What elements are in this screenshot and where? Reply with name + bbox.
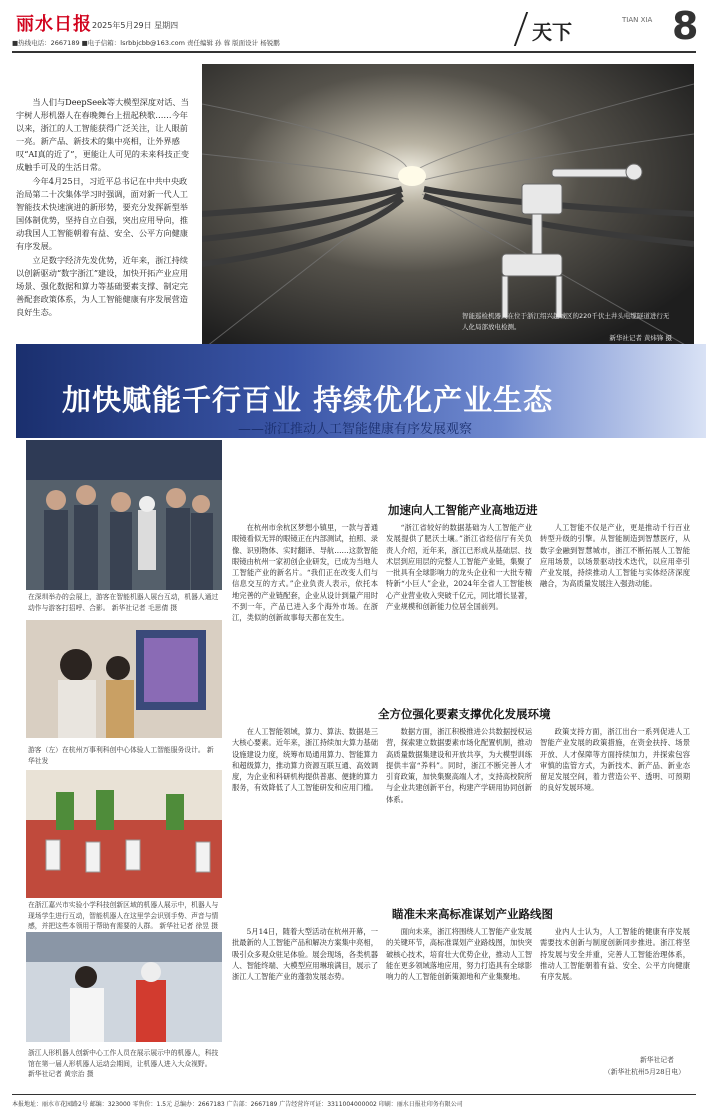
- article-paragraph: 人工智能不仅是产业，更是推动千行百业转型升级的引擎。从智能制造到智慧医疗，从数字金融到智慧城市，浙江不断拓展人工智能应用场景，以场景驱动技术迭代，以应用牵引产业发展，持续推动人工智能与实体经济深度融合，为高质量发展注入强劲动能。: [540, 523, 690, 589]
- school-robot-photo: [26, 770, 222, 898]
- caption-text: 在深圳举办的会展上，游客在智能机器人展台互动，机器人通过动作与游客打招呼、合影。: [28, 593, 219, 612]
- caption-text: 浙江人形机器人创新中心工作人员在展示展示中的机器人，科技馆在第一届人形机器人运动会期间，让机器人进入大众视野。: [28, 1049, 219, 1068]
- editorial-paragraph: 当人们与DeepSeek等大模型深度对话、当宇树人形机器人在春晚舞台上扭起秧歌……今年以来，浙江的人工智能获得广泛关注，让人眼前一亮。新产品、新技术的集中亮相，让外界感叹“AI真的近了”，更能让人可见的未来科技正变成触手可及的生活日常。: [16, 97, 190, 172]
- photo-caption-4: [28, 1048, 220, 1080]
- article-column: [232, 726, 378, 896]
- masthead: [12, 4, 702, 48]
- newspaper-logo: 丽水日报: [16, 14, 92, 35]
- exhibition-image: [26, 440, 222, 590]
- photo-credit: 新华社记者 毛思倩 摄: [111, 603, 178, 612]
- caption-text: 在浙江嘉兴市实验小学科技创新区域的机器人展示中，机器人与现场学生进行互动，智能机器人在这里学会识别手势、声音与情感，并把这些本领用于帮助有需要的人群。: [28, 901, 219, 930]
- article-column: [386, 726, 532, 896]
- article-paragraph: 在人工智能领域，算力、算法、数据是三大核心要素。近年来，浙江持续加大算力基础设施建设力度，统筹布局通用算力、智能算力和超级算力，推动算力资源互联互通、高效调度，为企业和科研机构提供普惠、便捷的算力服务，有效降低了人工智能研发和应用门槛。: [232, 727, 378, 793]
- design-experience-image: [26, 620, 222, 738]
- page-number: 8: [672, 4, 699, 48]
- article-paragraph: 5月14日，随着大型活动在杭州开幕，一批最新的人工智能产品和解决方案集中亮相，吸引众多观众驻足体验。展会现场，各类机器人、智能终端、大模型应用琳琅满目，展示了浙江人工智能产业的蓬勃发展态势。: [232, 927, 378, 982]
- section-heading: 瞄准未来高标准谋划产业路线图: [392, 907, 553, 921]
- sub-headline: ——浙江推动人工智能健康有序发展观察: [238, 422, 473, 437]
- editorial-intro: [16, 96, 192, 320]
- article-column: [540, 522, 690, 694]
- article-column: [232, 926, 378, 1086]
- headline-banner: [16, 344, 706, 438]
- section-name: 天下: [532, 20, 572, 44]
- humanoid-center-image: [26, 932, 222, 1042]
- dateline: （新华社杭州5月28日电）: [604, 1068, 685, 1076]
- photo-caption-1: [28, 592, 220, 613]
- article-column: [540, 926, 690, 1050]
- footer-info: 本报地址：丽水市花园路2号 邮编：323000 零售价：1.5元 总编办：2667183 广告部：2667189 广告经营许可证：3311004000002 印刷：丽水日报社印务有限公司: [12, 1101, 463, 1108]
- article-paragraph: 政策支持方面，浙江出台一系列促进人工智能产业发展的政策措施，在资金扶持、场景开放、人才保障等方面持续加力，并探索包容审慎的监管方式，为新技术、新产品、新业态留足发展空间，着力营造公平、透明、可预期的良好发展环境。: [540, 727, 690, 793]
- article-column: [540, 726, 690, 896]
- photo-credit: 新华社记者 黄炜锋 摄: [609, 334, 672, 342]
- photo-credit: 新华社发: [28, 746, 214, 765]
- photo-credit: 新华社记者 黄宗治 摄: [28, 1070, 94, 1078]
- author-signature: 新华社记者: [640, 1056, 674, 1064]
- tunnel-robot-image: [202, 64, 694, 350]
- section-heading: 全方位强化要素支撑优化发展环境: [378, 707, 551, 721]
- tunnel-robot-photo: [202, 64, 694, 350]
- design-experience-photo: [26, 620, 222, 738]
- humanoid-center-photo: [26, 932, 222, 1042]
- section-divider: [514, 12, 528, 46]
- article-column: [386, 522, 532, 694]
- school-robot-image: [26, 770, 222, 898]
- editorial-paragraph: 立足数字经济先发优势，近年来，浙江持续以创新驱动“数字浙江”建设，加快开拓产业应用场景、强化数据和算力等基础要素支撑、制定完善配套政策体系，为人工智能健康有序发展营造良好生态。: [16, 255, 189, 317]
- issue-date: 2025年5月29日 星期四: [92, 21, 179, 30]
- section-pinyin: TIAN XIA: [622, 16, 653, 24]
- photo-caption-3: [28, 900, 220, 932]
- article-paragraph: 在杭州市余杭区梦想小镇里，一款与普通眼镜看似无异的眼镜正在内部测试，拍照、录像、识别物体、实时翻译、导航……这款智能眼镜由杭州一家初创企业研发，已成为当地人工智能产业的新名片。“我们正在改变人们与信息交互的方式。”企业负责人表示，依托本地完善的产业链配套，企业从设计到量产用时不到一年，产品已进入多个海外市场。在浙江，类似的创新故事每天都在发生。: [232, 523, 378, 623]
- exhibition-photo: [26, 440, 222, 590]
- article-column: [232, 522, 378, 694]
- section-heading: 加速向人工智能产业高地迈进: [388, 503, 538, 517]
- article-column: [386, 926, 532, 1086]
- footer-rule: [12, 1094, 696, 1095]
- article-paragraph: 业内人士认为，人工智能的健康有序发展需要技术创新与制度创新同步推进。浙江将坚持发展与安全并重，完善人工智能治理体系，推动人工智能朝着有益、安全、公平方向健康有序发展。: [540, 927, 690, 982]
- top-photo-caption: [462, 311, 672, 344]
- editorial-paragraph: 今年4月25日，习近平总书记在中共中央政治局第二十次集体学习时强调，面对新一代人工智能技术快速演进的新形势，要充分发挥新型举国体制优势，坚持自立自强，突出应用导向，推动我国人工智能朝着有益、安全、公平方向健康有序发展。: [16, 176, 188, 251]
- main-headline: 加快赋能千行百业 持续优化产业生态: [62, 383, 554, 417]
- contact-line: ■热线电话：2667189 ■电子信箱：lsrbbjcbb@163.com 责任编辑 孙 蓉 版面设计 杨锐鹏: [12, 39, 280, 47]
- photo-credit: 新华社记者 徐昱 摄: [159, 922, 219, 930]
- photo-caption-2: [28, 745, 220, 766]
- article-paragraph: 数据方面，浙江积极推进公共数据授权运营，探索建立数据要素市场化配置机制，推动高质量数据集建设和开放共享，为大模型训练提供丰富“养料”。同时，浙江不断完善人才引育政策，加快集聚高端人才，支持高校院所与企业共建创新平台，构建产学研用协同创新体系。: [386, 727, 532, 804]
- caption-text: 智能巡检机器人在位于浙江绍兴越城区的220千伏土井头电缆隧道进行无人化局部放电检测。: [462, 312, 670, 331]
- masthead-rule: [12, 51, 696, 53]
- article-paragraph: 面向未来，浙江将围绕人工智能产业发展的关键环节，高标准谋划产业路线图，加快突破核心技术，培育壮大优势企业，推动人工智能在更多领域落地应用，努力打造具有全球影响力的人工智能创新策源地和产业集聚地。: [386, 927, 532, 982]
- article-paragraph: “浙江省较好的数据基础为人工智能产业发展提供了肥沃土壤。”浙江省经信厅有关负责人介绍，近年来，浙江已形成从基础层、技术层到应用层的完整人工智能产业链，集聚了一批具有全球影响力的龙头企业和一大批专精特新“小巨人”企业，2024年全省人工智能核心产业营业收入突破千亿元，同比增长显著，产业规模和创新能力位居全国前列。: [386, 523, 532, 612]
- caption-text: 游客（左）在杭州万事利科创中心体验人工智能服务设计。: [28, 746, 205, 754]
